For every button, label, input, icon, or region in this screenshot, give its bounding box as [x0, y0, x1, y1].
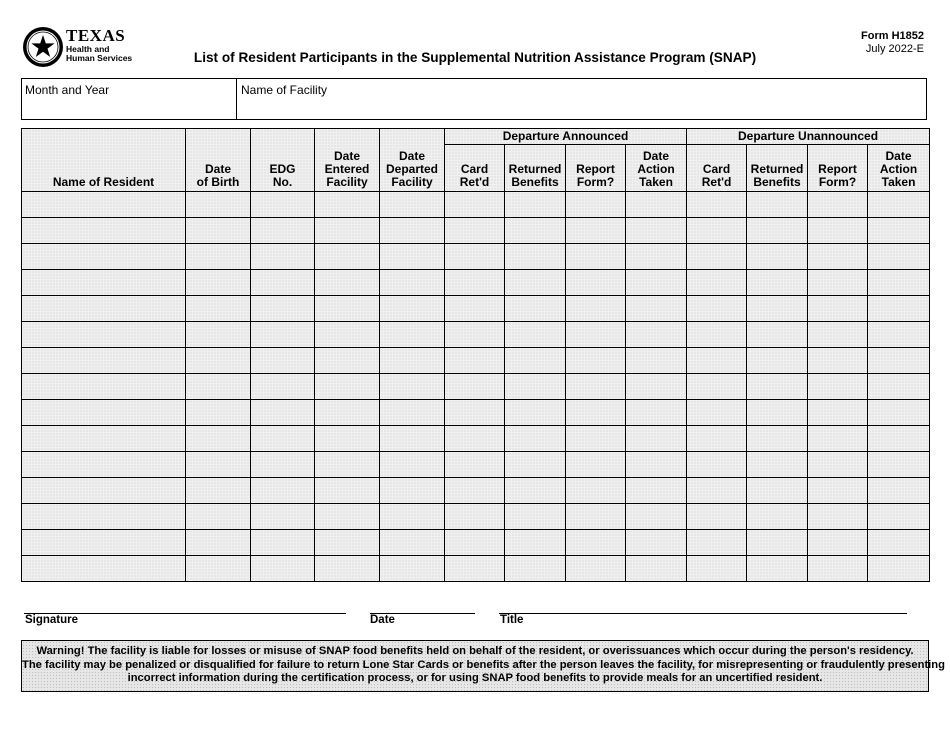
table-cell-input[interactable] — [445, 400, 505, 426]
table-cell-input[interactable] — [747, 270, 808, 296]
table-row — [22, 426, 930, 452]
table-cell-input[interactable] — [626, 322, 687, 348]
table-cell-input[interactable] — [687, 504, 747, 530]
table-cell-input[interactable] — [445, 244, 505, 270]
table-cell-input[interactable] — [566, 244, 626, 270]
table-cell-input[interactable] — [505, 244, 566, 270]
table-cell-input[interactable] — [315, 322, 380, 348]
table-cell-input[interactable] — [687, 374, 747, 400]
table-row — [22, 400, 930, 426]
table-cell-input[interactable] — [505, 400, 566, 426]
table-cell-input[interactable] — [445, 192, 505, 218]
col-header-report-form-unannounced: Report Form? — [808, 145, 868, 192]
table-cell-input[interactable] — [687, 218, 747, 244]
table-cell-input[interactable] — [505, 478, 566, 504]
table-cell-input[interactable] — [445, 530, 505, 556]
table-cell-input[interactable] — [808, 270, 868, 296]
table-cell-input[interactable] — [251, 504, 315, 530]
signature-label: Signature — [25, 614, 79, 626]
table-cell-input[interactable] — [380, 530, 445, 556]
table-cell-input[interactable] — [380, 556, 445, 582]
table-cell-input[interactable] — [808, 426, 868, 452]
table-cell-input[interactable] — [566, 426, 626, 452]
table-cell-input[interactable] — [808, 218, 868, 244]
table-cell-input[interactable] — [566, 530, 626, 556]
table-cell-input[interactable] — [687, 348, 747, 374]
col-header-edg-no: EDG No. — [251, 129, 315, 192]
table-cell-input[interactable] — [380, 374, 445, 400]
table-cell-input[interactable] — [687, 478, 747, 504]
table-cell-input[interactable] — [566, 374, 626, 400]
table-cell-input[interactable] — [747, 504, 808, 530]
table-cell-input[interactable] — [22, 192, 186, 218]
table-cell-input[interactable] — [22, 322, 186, 348]
table-cell-input[interactable] — [445, 348, 505, 374]
table-cell-input[interactable] — [747, 296, 808, 322]
table-cell-input[interactable] — [505, 348, 566, 374]
table-cell-input[interactable] — [566, 270, 626, 296]
table-row — [22, 556, 930, 582]
table-cell-input[interactable] — [747, 530, 808, 556]
table-cell-input[interactable] — [315, 270, 380, 296]
table-cell-input[interactable] — [687, 426, 747, 452]
col-header-name-of-resident: Name of Resident — [22, 129, 186, 192]
table-cell-input[interactable] — [868, 244, 930, 270]
table-cell-input[interactable] — [186, 348, 251, 374]
col-header-date-action-taken-unannounced: Date Action Taken — [868, 145, 930, 192]
table-cell-input[interactable] — [315, 426, 380, 452]
table-cell-input[interactable] — [22, 374, 186, 400]
date-label: Date — [370, 614, 395, 626]
table-cell-input[interactable] — [315, 244, 380, 270]
table-cell-input[interactable] — [626, 556, 687, 582]
table-cell-input[interactable] — [566, 296, 626, 322]
table-cell-input[interactable] — [566, 348, 626, 374]
table-cell-input[interactable] — [380, 400, 445, 426]
table-cell-input[interactable] — [315, 530, 380, 556]
table-cell-input[interactable] — [566, 400, 626, 426]
table-cell-input[interactable] — [380, 348, 445, 374]
table-cell-input[interactable] — [315, 556, 380, 582]
table-cell-input[interactable] — [186, 478, 251, 504]
table-cell-input[interactable] — [380, 192, 445, 218]
table-row — [22, 504, 930, 530]
table-cell-input[interactable] — [808, 244, 868, 270]
table-cell-input[interactable] — [380, 504, 445, 530]
table-cell-input[interactable] — [868, 556, 930, 582]
form-date: July 2022-E — [865, 43, 924, 55]
table-cell-input[interactable] — [251, 296, 315, 322]
table-cell-input[interactable] — [868, 426, 930, 452]
table-cell-input[interactable] — [808, 374, 868, 400]
form-info — [861, 30, 924, 56]
table-cell-input[interactable] — [445, 322, 505, 348]
table-cell-input[interactable] — [808, 504, 868, 530]
table-cell-input[interactable] — [566, 218, 626, 244]
table-cell-input[interactable] — [445, 426, 505, 452]
table-row — [22, 218, 930, 244]
table-cell-input[interactable] — [808, 296, 868, 322]
month-year-field[interactable]: Month and Year — [25, 83, 110, 97]
table-cell-input[interactable] — [251, 426, 315, 452]
table-cell-input[interactable] — [808, 452, 868, 478]
table-cell-input[interactable] — [251, 270, 315, 296]
table-cell-input[interactable] — [687, 400, 747, 426]
table-cell-input[interactable] — [22, 478, 186, 504]
table-cell-input[interactable] — [22, 556, 186, 582]
table-cell-input[interactable] — [808, 478, 868, 504]
table-cell-input[interactable] — [626, 192, 687, 218]
table-cell-input[interactable] — [626, 218, 687, 244]
table-cell-input[interactable] — [808, 322, 868, 348]
col-header-returned-benefits-unannounced: Returned Benefits — [747, 145, 808, 192]
table-cell-input[interactable] — [445, 218, 505, 244]
table-cell-input[interactable] — [505, 504, 566, 530]
table-cell-input[interactable] — [566, 478, 626, 504]
table-cell-input[interactable] — [626, 244, 687, 270]
table-cell-input[interactable] — [380, 296, 445, 322]
table-cell-input[interactable] — [22, 400, 186, 426]
table-cell-input[interactable] — [566, 192, 626, 218]
table-cell-input[interactable] — [505, 374, 566, 400]
table-cell-input[interactable] — [445, 296, 505, 322]
agency-name: TEXAS — [66, 26, 126, 45]
table-cell-input[interactable] — [505, 218, 566, 244]
table-cell-input[interactable] — [445, 452, 505, 478]
table-cell-input[interactable] — [868, 530, 930, 556]
table-cell-input[interactable] — [186, 270, 251, 296]
facility-name-field[interactable]: Name of Facility — [241, 83, 328, 97]
col-header-date-action-taken-announced: Date Action Taken — [626, 145, 687, 192]
warning-notice — [21, 640, 945, 692]
table-cell-input[interactable] — [315, 192, 380, 218]
table-cell-input[interactable] — [747, 400, 808, 426]
table-row — [22, 348, 930, 374]
table-cell-input[interactable] — [505, 452, 566, 478]
table-cell-input[interactable] — [868, 322, 930, 348]
table-row — [22, 296, 930, 322]
table-cell-input[interactable] — [747, 322, 808, 348]
title-label: Title — [500, 614, 524, 626]
table-row — [22, 244, 930, 270]
col-header-card-ret-d-unannounced: Card Ret'd — [687, 145, 747, 192]
table-cell-input[interactable] — [687, 296, 747, 322]
table-cell-input[interactable] — [315, 478, 380, 504]
resident-table — [21, 128, 930, 582]
top-fields-box — [21, 78, 927, 120]
table-cell-input[interactable] — [505, 270, 566, 296]
table-cell-input[interactable] — [868, 192, 930, 218]
table-cell-input[interactable] — [186, 244, 251, 270]
col-header-returned-benefits-announced: Returned Benefits — [505, 145, 566, 192]
table-cell-input[interactable] — [186, 400, 251, 426]
table-cell-input[interactable] — [747, 218, 808, 244]
table-cell-input[interactable] — [22, 244, 186, 270]
table-cell-input[interactable] — [566, 556, 626, 582]
table-cell-input[interactable] — [186, 504, 251, 530]
table-cell-input[interactable] — [22, 452, 186, 478]
table-cell-input[interactable] — [566, 322, 626, 348]
table-cell-input[interactable] — [687, 322, 747, 348]
table-cell-input[interactable] — [186, 322, 251, 348]
table-cell-input[interactable] — [445, 374, 505, 400]
table-cell-input[interactable] — [251, 556, 315, 582]
table-cell-input[interactable] — [445, 478, 505, 504]
table-cell-input[interactable] — [687, 244, 747, 270]
table-cell-input[interactable] — [380, 478, 445, 504]
table-cell-input[interactable] — [626, 530, 687, 556]
table-cell-input[interactable] — [186, 374, 251, 400]
table-cell-input[interactable] — [868, 400, 930, 426]
table-cell-input[interactable] — [747, 374, 808, 400]
table-cell-input[interactable] — [505, 296, 566, 322]
table-cell-input[interactable] — [808, 400, 868, 426]
table-cell-input[interactable] — [22, 504, 186, 530]
col-header-date-entered-facility: Date Entered Facility — [315, 129, 380, 192]
table-cell-input[interactable] — [747, 426, 808, 452]
table-cell-input[interactable] — [22, 530, 186, 556]
col-header-report-form-announced: Report Form? — [566, 145, 626, 192]
warning-line: The facility may be penalized or disqualified for failure to return Lone Star Cards or benefits after the person leaves the facility, for misrepresenting or fraudulently presenting — [22, 658, 945, 671]
table-cell-input[interactable] — [186, 218, 251, 244]
warning-line: incorrect information during the certification process, or for using SNAP food benefits to provide meals for an uncertified resident. — [127, 672, 823, 685]
table-cell-input[interactable] — [808, 556, 868, 582]
table-cell-input[interactable] — [566, 504, 626, 530]
table-cell-input[interactable] — [747, 452, 808, 478]
table-cell-input[interactable] — [251, 530, 315, 556]
table-cell-input[interactable] — [505, 322, 566, 348]
table-cell-input[interactable] — [315, 218, 380, 244]
table-cell-input[interactable] — [505, 426, 566, 452]
table-row — [22, 374, 930, 400]
table-cell-input[interactable] — [315, 296, 380, 322]
table-cell-input[interactable] — [380, 426, 445, 452]
table-cell-input[interactable] — [251, 218, 315, 244]
table-row — [22, 192, 930, 218]
table-cell-input[interactable] — [868, 348, 930, 374]
table-cell-input[interactable] — [868, 218, 930, 244]
table-row — [22, 478, 930, 504]
table-row — [22, 270, 930, 296]
group-header-departure-unannounced: Departure Unannounced — [687, 129, 930, 145]
table-cell-input[interactable] — [251, 192, 315, 218]
table-cell-input[interactable] — [186, 296, 251, 322]
table-cell-input[interactable] — [566, 452, 626, 478]
table-cell-input[interactable] — [380, 244, 445, 270]
table-cell-input[interactable] — [445, 504, 505, 530]
table-cell-input[interactable] — [626, 296, 687, 322]
table-cell-input[interactable] — [251, 244, 315, 270]
table-cell-input[interactable] — [626, 426, 687, 452]
table-cell-input[interactable] — [808, 192, 868, 218]
table-cell-input[interactable] — [251, 374, 315, 400]
table-cell-input[interactable] — [687, 530, 747, 556]
table-cell-input[interactable] — [626, 348, 687, 374]
table-cell-input[interactable] — [251, 478, 315, 504]
table-cell-input[interactable] — [868, 478, 930, 504]
table-cell-input[interactable] — [315, 348, 380, 374]
table-cell-input[interactable] — [251, 348, 315, 374]
table-cell-input[interactable] — [186, 192, 251, 218]
table-row — [22, 322, 930, 348]
table-cell-input[interactable] — [315, 374, 380, 400]
table-cell-input[interactable] — [22, 426, 186, 452]
table-cell-input[interactable] — [747, 556, 808, 582]
table-cell-input[interactable] — [380, 322, 445, 348]
table-cell-input[interactable] — [505, 530, 566, 556]
agency-subtitle: Health and Human Services — [66, 44, 133, 63]
table-cell-input[interactable] — [315, 504, 380, 530]
table-cell-input[interactable] — [186, 426, 251, 452]
table-cell-input[interactable] — [251, 322, 315, 348]
table-cell-input[interactable] — [445, 556, 505, 582]
table-cell-input[interactable] — [868, 296, 930, 322]
table-cell-input[interactable] — [22, 218, 186, 244]
table-cell-input[interactable] — [808, 348, 868, 374]
col-header-date-departed-facility: Date Departed Facility — [380, 129, 445, 192]
table-cell-input[interactable] — [22, 348, 186, 374]
table-cell-input[interactable] — [687, 556, 747, 582]
table-cell-input[interactable] — [380, 452, 445, 478]
table-cell-input[interactable] — [868, 452, 930, 478]
table-cell-input[interactable] — [687, 452, 747, 478]
table-cell-input[interactable] — [687, 270, 747, 296]
warning-line: Warning! The facility is liable for losses or misuse of SNAP food benefits held on behalf of the resident, or overissuances which occur during the person's residency. — [36, 645, 914, 657]
table-row — [22, 530, 930, 556]
table-cell-input[interactable] — [808, 530, 868, 556]
table-cell-input[interactable] — [505, 556, 566, 582]
table-cell-input[interactable] — [251, 400, 315, 426]
table-cell-input[interactable] — [868, 374, 930, 400]
table-cell-input[interactable] — [868, 504, 930, 530]
table-cell-input[interactable] — [505, 192, 566, 218]
col-header-card-ret-d-announced: Card Ret'd — [445, 145, 505, 192]
page-title: List of Resident Participants in the Supplemental Nutrition Assistance Program (SNAP) — [193, 50, 757, 65]
table-cell-input[interactable] — [747, 244, 808, 270]
form-number: Form H1852 — [861, 30, 924, 42]
table-cell-input[interactable] — [186, 452, 251, 478]
table-cell-input[interactable] — [380, 218, 445, 244]
table-cell-input[interactable] — [315, 400, 380, 426]
table-cell-input[interactable] — [22, 296, 186, 322]
table-cell-input[interactable] — [315, 452, 380, 478]
table-cell-input[interactable] — [747, 478, 808, 504]
table-cell-input[interactable] — [626, 504, 687, 530]
table-cell-input[interactable] — [868, 270, 930, 296]
table-cell-input[interactable] — [186, 556, 251, 582]
table-cell-input[interactable] — [445, 270, 505, 296]
table-cell-input[interactable] — [22, 270, 186, 296]
table-row — [22, 452, 930, 478]
table-cell-input[interactable] — [626, 374, 687, 400]
table-cell-input[interactable] — [186, 530, 251, 556]
table-cell-input[interactable] — [380, 270, 445, 296]
table-cell-input[interactable] — [626, 400, 687, 426]
group-header-departure-announced: Departure Announced — [445, 129, 687, 145]
table-cell-input[interactable] — [626, 478, 687, 504]
table-cell-input[interactable] — [251, 452, 315, 478]
table-cell-input[interactable] — [687, 192, 747, 218]
table-cell-input[interactable] — [747, 348, 808, 374]
table-cell-input[interactable] — [747, 192, 808, 218]
col-header-date-of-birth: Date of Birth — [186, 129, 251, 192]
table-cell-input[interactable] — [626, 270, 687, 296]
table-cell-input[interactable] — [626, 452, 687, 478]
